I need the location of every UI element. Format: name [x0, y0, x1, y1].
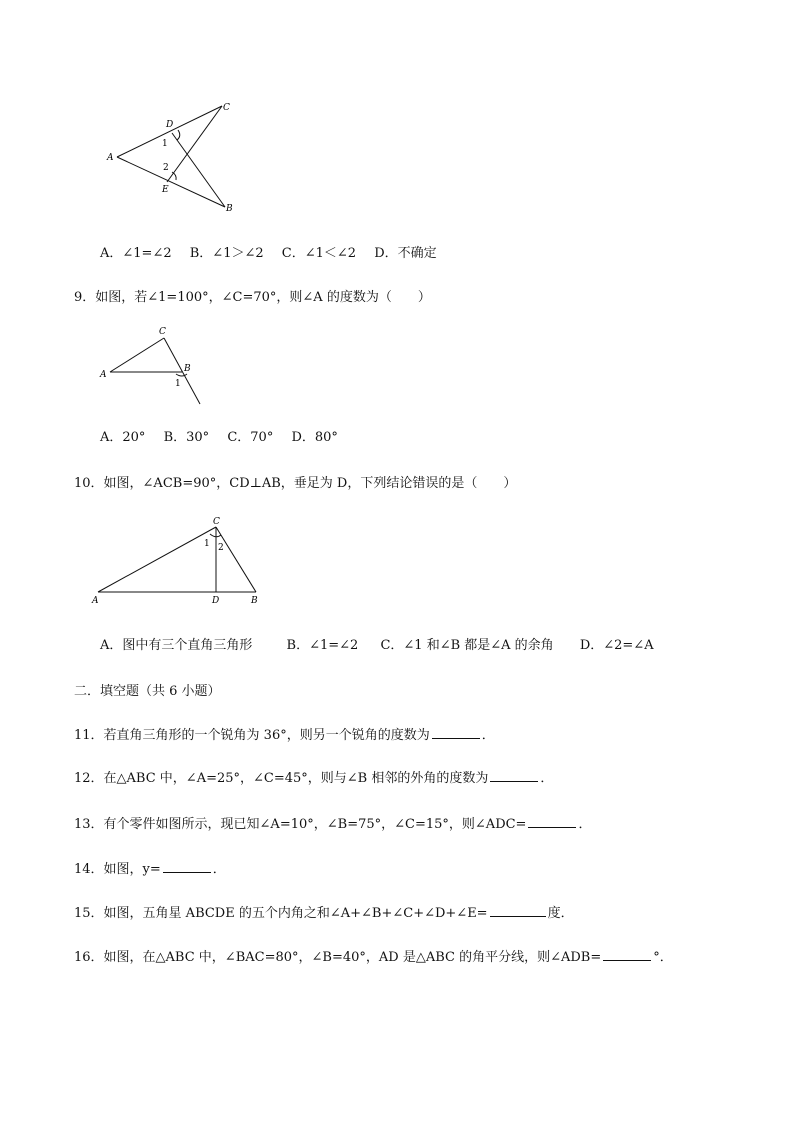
q8-option-a: A．∠1=∠2: [100, 246, 172, 261]
q8-label-2: 2: [163, 163, 169, 173]
q13-answer-blank[interactable]: [528, 815, 576, 828]
q8-angle-arc-2: [172, 172, 176, 180]
q10-option-d: D．∠2=∠A: [579, 638, 654, 653]
q16-text: 16．如图，在△ABC 中，∠BAC=80°，∠B=40°，AD 是△ABC 的角平分线，则∠ADB=: [74, 950, 602, 965]
q10-option-a: A．图中有三个直角三角形: [100, 638, 253, 653]
q9-label-A: A: [100, 370, 107, 380]
section-title-fill-in: 二．填空题（共 6 小题）: [74, 684, 221, 699]
q9-option-d: D．80°: [291, 430, 338, 445]
q9-figure: [96, 322, 208, 406]
q8-option-d: D．不确定: [374, 246, 437, 261]
q9-label-B: B: [184, 364, 191, 374]
q10-label-B: B: [251, 596, 258, 606]
q9-line-AC: [110, 338, 164, 372]
q13-text: 13．有个零件如图所示，现已知∠A=10°，∠B=75°，∠C=15°，则∠ADC=: [74, 817, 527, 832]
q9-line-CB-extended: [164, 338, 200, 404]
q8-label-E: E: [162, 185, 169, 195]
q12-answer-blank[interactable]: [490, 769, 538, 782]
q14: [74, 858, 226, 877]
q8-option-b: B．∠1＞∠2: [189, 246, 264, 261]
q15-text: 15．如图，五角星 ABCDE 的五个内角之和∠A+∠B+∠C+∠D+∠E=: [74, 906, 488, 921]
q12: [74, 767, 553, 786]
q10-label-1: 1: [204, 539, 210, 549]
q14-text: 14．如图，y=: [74, 862, 161, 877]
q11-text: 11．若直角三角形的一个锐角为 36°，则另一个锐角的度数为: [74, 728, 430, 743]
q9-options: [100, 426, 352, 445]
q10-option-b: B．∠1=∠2: [286, 638, 359, 653]
q11: [74, 724, 495, 743]
q10-line-CB: [216, 527, 256, 592]
q8-label-D: D: [166, 120, 174, 130]
q9-label-C: C: [159, 327, 166, 337]
q9-angle-arc-1: [176, 374, 187, 376]
q11-end: ．: [481, 728, 495, 743]
q12-text: 12．在△ABC 中，∠A=25°，∠C=45°，则与∠B 相邻的外角的度数为: [74, 771, 489, 786]
q9-option-a: A．20°: [100, 430, 146, 445]
q11-answer-blank[interactable]: [432, 726, 480, 739]
q8-options: [100, 242, 451, 261]
q8-label-1: 1: [162, 139, 168, 149]
q10-line-AC: [98, 527, 216, 592]
q10-label-D: D: [212, 596, 220, 606]
q13-end: ．: [578, 817, 592, 832]
q15-end: 度．: [547, 906, 574, 921]
q10-label-C: C: [213, 517, 220, 527]
q9-label-1: 1: [175, 379, 181, 389]
q9-option-b: B．30°: [163, 430, 210, 445]
q8-line-DB: [172, 133, 225, 207]
q8-angle-arc-1: [177, 130, 180, 140]
q9-stem: 9．如图，若∠1=100°，∠C=70°，则∠A 的度数为（ ）: [74, 290, 431, 305]
q8-label-C: C: [223, 103, 230, 113]
q16: [74, 946, 673, 965]
q10-option-c: C．∠1 和∠B 都是∠A 的余角: [380, 638, 554, 653]
q10-label-A: A: [92, 596, 99, 606]
q14-answer-blank[interactable]: [163, 860, 211, 873]
q8-label-A: A: [107, 153, 114, 163]
q8-option-c: C．∠1＜∠2: [281, 246, 357, 261]
q8-line-EC: [167, 106, 222, 182]
q8-label-B: B: [226, 204, 233, 214]
q10-figure: [88, 512, 268, 608]
q16-answer-blank[interactable]: [603, 948, 651, 961]
q10-options: [100, 634, 654, 653]
q12-end: ．: [540, 771, 554, 786]
q15-answer-blank[interactable]: [490, 904, 546, 917]
q8-figure: [100, 96, 250, 218]
q10-label-2: 2: [218, 543, 224, 553]
q9-option-c: C．70°: [227, 430, 274, 445]
q8-line-AC: [117, 106, 222, 157]
q15: [74, 902, 574, 921]
q8-line-AB: [117, 157, 225, 207]
q13: [74, 813, 591, 832]
q10-stem: 10．如图，∠ACB=90°，CD⊥AB，垂足为 D，下列结论错误的是（ ）: [74, 476, 517, 491]
q14-end: ．: [212, 862, 226, 877]
q16-end: °．: [653, 950, 673, 965]
